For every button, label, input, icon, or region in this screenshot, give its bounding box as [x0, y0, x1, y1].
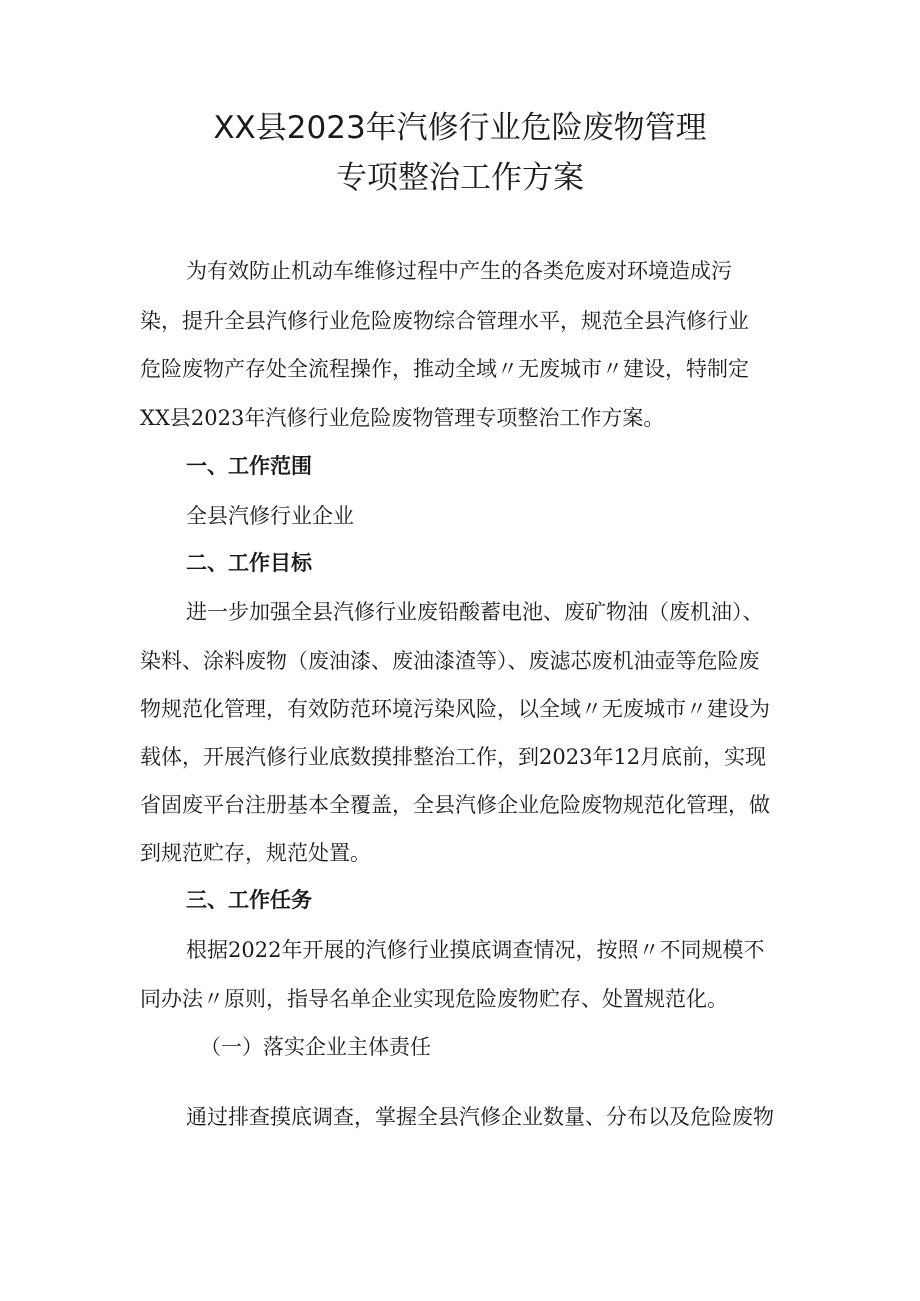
section-1-text: 全县汽修行业企业: [186, 504, 354, 528]
section-3-heading: 三、工作任务: [186, 888, 312, 912]
section-2-line-5: 省固废平台注册基本全覆盖，全县汽修企业危险废物规范化管理，做: [140, 793, 770, 817]
section-2-heading: 二、工作目标: [186, 551, 312, 575]
intro-line-4: XX县2023年汽修行业危险废物管理专项整治工作方案。: [140, 406, 665, 430]
section-3-line-2: 同办法〃原则，指导名单企业实现危险废物贮存、处置规范化。: [140, 987, 728, 1011]
subsection-1-line-1: 通过排查摸底调查，掌握全县汽修企业数量、分布以及危险废物: [186, 1105, 774, 1129]
section-2-line-1: 进一步加强全县汽修行业废铅酸蓄电池、废矿物油（废机油）、: [186, 600, 764, 624]
section-2-line-6: 到规范贮存，规范处置。: [140, 841, 371, 865]
intro-line-2: 染，提升全县汽修行业危险废物综合管理水平，规范全县汽修行业: [140, 309, 749, 333]
section-2-line-2: 染料、涂料废物（废油漆、废油漆渣等）、废滤芯废机油壶等危险废: [140, 649, 760, 673]
intro-line-1: 为有效防止机动车维修过程中产生的各类危废对环境造成污: [186, 259, 732, 283]
section-1-heading: 一、工作范围: [186, 454, 312, 478]
subsection-1-heading: （一）落实企业主体责任: [200, 1035, 431, 1059]
section-2-line-3: 物规范化管理，有效防范环境污染风险，以全域〃无废城市〃建设为: [140, 697, 770, 721]
intro-line-3: 危险废物产存处全流程操作，推动全域〃无废城市〃建设，特制定: [140, 357, 749, 381]
section-2-line-4: 载体，开展汽修行业底数摸排整治工作，到2023年12月底前，实现: [140, 745, 767, 769]
document-title-line-1: XX县2023年汽修行业危险废物管理: [213, 110, 707, 146]
section-3-line-1: 根据2022年开展的汽修行业摸底调查情况，按照〃不同规模不: [186, 938, 765, 962]
document-title-line-2: 专项整治工作方案: [336, 160, 584, 196]
